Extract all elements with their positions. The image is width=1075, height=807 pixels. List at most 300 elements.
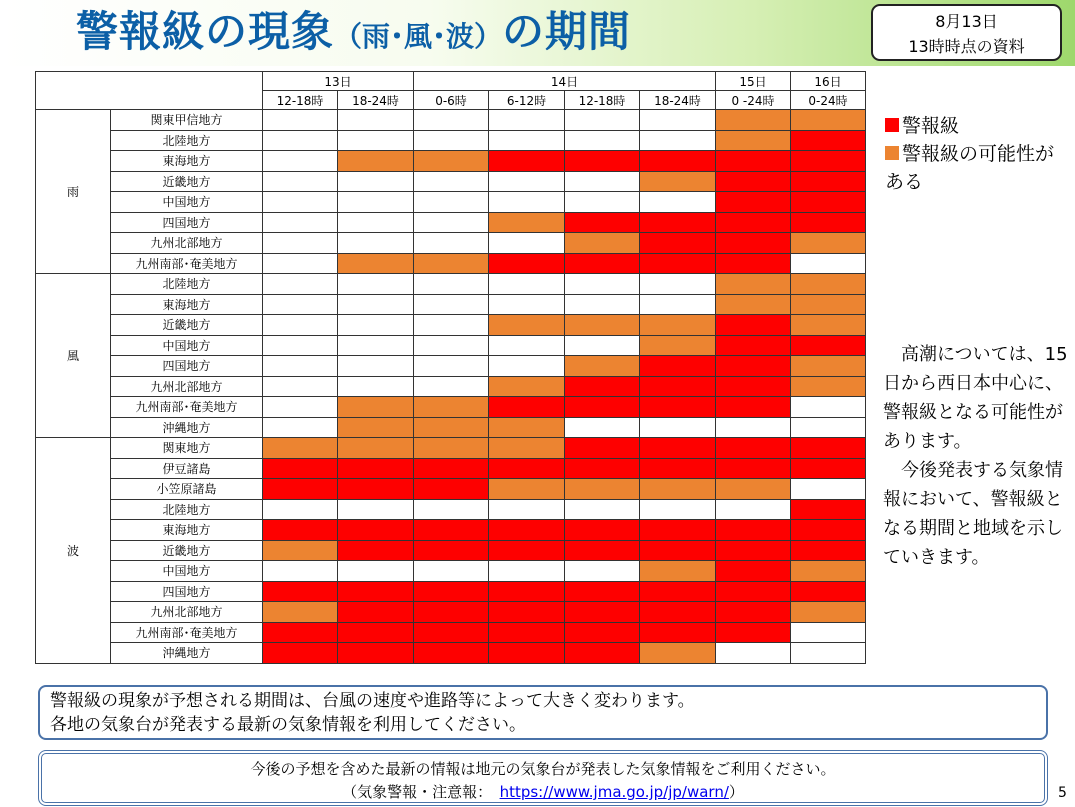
area-label: 九州南部･奄美地方 xyxy=(111,253,263,274)
warning-cell xyxy=(414,581,489,602)
table-row xyxy=(36,602,866,623)
warning-cell xyxy=(791,438,866,459)
table-row xyxy=(36,458,866,479)
day-header: 15日 xyxy=(716,72,791,91)
no-warning-cell xyxy=(414,233,489,254)
no-warning-cell xyxy=(414,499,489,520)
no-warning-cell xyxy=(263,253,338,274)
area-label: 近畿地方 xyxy=(111,171,263,192)
warning-cell xyxy=(716,315,791,336)
possible-warning-cell xyxy=(414,253,489,274)
warning-cell xyxy=(716,376,791,397)
warning-cell xyxy=(489,151,565,172)
day-header: 14日 xyxy=(414,72,716,91)
no-warning-cell xyxy=(489,499,565,520)
table-row xyxy=(36,130,866,151)
possible-warning-cell xyxy=(640,315,716,336)
warning-cell xyxy=(640,376,716,397)
warning-cell xyxy=(263,622,338,643)
storm-surge-note: 高潮については、15日から西日本中心に、警報級となる可能性があります。 今後発表する気象情報において、警報級となる期間と地域を示していきます。 xyxy=(883,344,1068,568)
warning-cell xyxy=(338,540,414,561)
warning-cell xyxy=(640,602,716,623)
possible-warning-cell xyxy=(263,540,338,561)
no-warning-cell xyxy=(791,397,866,418)
warning-cell xyxy=(640,540,716,561)
possible-warning-cell xyxy=(338,253,414,274)
warning-cell xyxy=(716,520,791,541)
warning-cell xyxy=(791,151,866,172)
warning-cell xyxy=(716,602,791,623)
no-warning-cell xyxy=(791,253,866,274)
no-warning-cell xyxy=(414,274,489,295)
no-warning-cell xyxy=(414,294,489,315)
warning-cell xyxy=(640,581,716,602)
page-number: 5 xyxy=(1058,785,1067,801)
no-warning-cell xyxy=(414,110,489,131)
no-warning-cell xyxy=(640,499,716,520)
warning-cell xyxy=(716,192,791,213)
no-warning-cell xyxy=(565,110,640,131)
no-warning-cell xyxy=(263,151,338,172)
no-warning-cell xyxy=(263,397,338,418)
possible-warning-cell xyxy=(338,151,414,172)
no-warning-cell xyxy=(640,417,716,438)
warning-cell xyxy=(338,581,414,602)
warning-cell xyxy=(565,458,640,479)
table-row xyxy=(36,479,866,500)
possible-warning-cell xyxy=(791,110,866,131)
area-label: 中国地方 xyxy=(111,192,263,213)
title-end: の期間 xyxy=(502,7,632,56)
period-header: 0 -24時 xyxy=(716,91,791,110)
table-row xyxy=(36,417,866,438)
no-warning-cell xyxy=(489,130,565,151)
no-warning-cell xyxy=(640,294,716,315)
possible-warning-cell xyxy=(414,397,489,418)
no-warning-cell xyxy=(489,233,565,254)
no-warning-cell xyxy=(565,192,640,213)
period-header: 12-18時 xyxy=(263,91,338,110)
period-header: 18-24時 xyxy=(338,91,414,110)
warning-cell xyxy=(489,622,565,643)
possible-warning-cell xyxy=(565,479,640,500)
no-warning-cell xyxy=(489,110,565,131)
possible-warning-cell xyxy=(338,397,414,418)
table-row xyxy=(36,253,866,274)
warning-cell xyxy=(791,520,866,541)
no-warning-cell xyxy=(489,274,565,295)
warning-cell xyxy=(414,458,489,479)
no-warning-cell xyxy=(338,192,414,213)
day-header-row xyxy=(36,72,866,91)
table-row xyxy=(36,356,866,377)
warning-cell xyxy=(640,253,716,274)
period-header: 0-24時 xyxy=(791,91,866,110)
table-row xyxy=(36,438,866,459)
warning-cell xyxy=(565,253,640,274)
no-warning-cell xyxy=(263,561,338,582)
table-row xyxy=(36,643,866,664)
possible-warning-cell xyxy=(263,438,338,459)
no-warning-cell xyxy=(414,561,489,582)
no-warning-cell xyxy=(263,274,338,295)
no-warning-cell xyxy=(489,335,565,356)
no-warning-cell xyxy=(791,479,866,500)
warning-cell xyxy=(716,540,791,561)
no-warning-cell xyxy=(716,499,791,520)
possible-warning-cell xyxy=(791,602,866,623)
no-warning-cell xyxy=(489,192,565,213)
possible-warning-cell xyxy=(489,376,565,397)
footer-suffix: ） xyxy=(728,783,744,801)
no-warning-cell xyxy=(263,233,338,254)
page-title xyxy=(76,2,631,62)
warning-cell xyxy=(716,335,791,356)
possible-warning-cell xyxy=(716,274,791,295)
area-label: 九州南部･奄美地方 xyxy=(111,622,263,643)
table-row xyxy=(36,274,866,295)
warning-cell xyxy=(263,520,338,541)
no-warning-cell xyxy=(716,417,791,438)
table-row xyxy=(36,192,866,213)
warning-cell xyxy=(791,212,866,233)
table-row xyxy=(36,622,866,643)
no-warning-cell xyxy=(640,192,716,213)
warning-cell xyxy=(565,151,640,172)
warning-cell xyxy=(640,397,716,418)
table-row xyxy=(36,581,866,602)
no-warning-cell xyxy=(338,335,414,356)
warning-cell xyxy=(640,151,716,172)
warning-cell xyxy=(716,397,791,418)
day-header: 13日 xyxy=(263,72,414,91)
warning-cell xyxy=(565,520,640,541)
no-warning-cell xyxy=(338,130,414,151)
warning-cell xyxy=(716,212,791,233)
warning-cell xyxy=(414,602,489,623)
warning-cell xyxy=(791,335,866,356)
warning-cell xyxy=(716,581,791,602)
warning-cell xyxy=(489,520,565,541)
warning-cell xyxy=(640,212,716,233)
no-warning-cell xyxy=(263,335,338,356)
possible-warning-cell xyxy=(640,561,716,582)
warning-cell xyxy=(489,458,565,479)
possible-warning-cell xyxy=(414,151,489,172)
possible-warning-cell xyxy=(338,417,414,438)
warning-cell xyxy=(716,622,791,643)
no-warning-cell xyxy=(489,561,565,582)
period-header: 12-18時 xyxy=(565,91,640,110)
warning-cell xyxy=(716,438,791,459)
warning-cell xyxy=(716,561,791,582)
period-header: 18-24時 xyxy=(640,91,716,110)
possible-warning-cell xyxy=(489,417,565,438)
no-warning-cell xyxy=(263,171,338,192)
warning-cell xyxy=(640,622,716,643)
possible-warning-cell xyxy=(716,110,791,131)
warning-cell xyxy=(640,458,716,479)
area-label: 沖縄地方 xyxy=(111,643,263,664)
table-row xyxy=(36,335,866,356)
table-row xyxy=(36,499,866,520)
possible-warning-cell xyxy=(791,274,866,295)
possible-warning-cell xyxy=(489,479,565,500)
table-row xyxy=(36,540,866,561)
possible-warning-cell xyxy=(565,315,640,336)
warning-cell xyxy=(338,602,414,623)
no-warning-cell xyxy=(263,315,338,336)
no-warning-cell xyxy=(263,294,338,315)
warning-cell xyxy=(565,622,640,643)
warning-cell xyxy=(338,643,414,664)
no-warning-cell xyxy=(489,171,565,192)
no-warning-cell xyxy=(338,274,414,295)
warning-cell xyxy=(565,376,640,397)
warning-cell xyxy=(791,192,866,213)
warning-cell xyxy=(489,397,565,418)
area-label: 北陸地方 xyxy=(111,499,263,520)
date-line-2: 13時時点の資料 xyxy=(908,37,1025,56)
warning-cell xyxy=(565,540,640,561)
no-warning-cell xyxy=(263,376,338,397)
no-warning-cell xyxy=(640,274,716,295)
warning-cell xyxy=(791,458,866,479)
possible-warning-cell xyxy=(338,438,414,459)
possible-warning-cell xyxy=(489,315,565,336)
area-label: 沖縄地方 xyxy=(111,417,263,438)
possible-warning-cell xyxy=(414,438,489,459)
area-label: 四国地方 xyxy=(111,581,263,602)
legend-item-warning xyxy=(885,112,1055,140)
warning-cell xyxy=(716,171,791,192)
possible-warning-cell xyxy=(640,643,716,664)
area-label: 九州北部地方 xyxy=(111,376,263,397)
warning-cell xyxy=(640,356,716,377)
area-label: 関東地方 xyxy=(111,438,263,459)
area-label: 九州南部･奄美地方 xyxy=(111,397,263,418)
warning-cell xyxy=(716,151,791,172)
jma-warn-link[interactable]: https://www.jma.go.jp/jp/warn/ xyxy=(499,783,729,801)
header-banner xyxy=(0,0,1075,66)
red-swatch xyxy=(885,118,899,132)
table-row xyxy=(36,520,866,541)
no-warning-cell xyxy=(263,212,338,233)
table-row xyxy=(36,376,866,397)
no-warning-cell xyxy=(565,130,640,151)
no-warning-cell xyxy=(565,274,640,295)
footer-line-2 xyxy=(42,781,1044,804)
no-warning-cell xyxy=(640,130,716,151)
area-label: 九州北部地方 xyxy=(111,233,263,254)
no-warning-cell xyxy=(489,294,565,315)
no-warning-cell xyxy=(338,212,414,233)
possible-warning-cell xyxy=(716,479,791,500)
warning-cell xyxy=(716,253,791,274)
no-warning-cell xyxy=(565,294,640,315)
possible-warning-cell xyxy=(640,171,716,192)
area-label: 四国地方 xyxy=(111,356,263,377)
table-row xyxy=(36,561,866,582)
possible-warning-cell xyxy=(565,356,640,377)
area-label: 中国地方 xyxy=(111,335,263,356)
legend-item-possible xyxy=(885,140,1055,196)
area-label: 東海地方 xyxy=(111,294,263,315)
no-warning-cell xyxy=(414,192,489,213)
possible-warning-cell xyxy=(414,417,489,438)
no-warning-cell xyxy=(263,130,338,151)
no-warning-cell xyxy=(791,643,866,664)
warning-cell xyxy=(338,520,414,541)
no-warning-cell xyxy=(338,315,414,336)
warning-cell xyxy=(263,643,338,664)
table-row xyxy=(36,171,866,192)
possible-warning-cell xyxy=(489,212,565,233)
possible-warning-cell xyxy=(791,376,866,397)
area-label: 中国地方 xyxy=(111,561,263,582)
no-warning-cell xyxy=(791,417,866,438)
no-warning-cell xyxy=(791,622,866,643)
warning-cell xyxy=(414,540,489,561)
table-row xyxy=(36,151,866,172)
legend xyxy=(885,112,1055,196)
no-warning-cell xyxy=(338,376,414,397)
warning-cell xyxy=(640,233,716,254)
no-warning-cell xyxy=(414,171,489,192)
warning-cell xyxy=(338,458,414,479)
no-warning-cell xyxy=(640,110,716,131)
notice-line-2: 各地の気象台が発表する最新の気象情報を利用してください。 xyxy=(50,715,526,735)
possible-warning-cell xyxy=(791,561,866,582)
day-header: 16日 xyxy=(791,72,866,91)
table-row xyxy=(36,110,866,131)
table-row xyxy=(36,294,866,315)
no-warning-cell xyxy=(263,110,338,131)
possible-warning-cell xyxy=(791,233,866,254)
warning-cell xyxy=(791,171,866,192)
warning-cell xyxy=(489,581,565,602)
area-label: 伊豆諸島 xyxy=(111,458,263,479)
area-label: 九州北部地方 xyxy=(111,602,263,623)
date-box xyxy=(871,4,1062,61)
table-corner xyxy=(36,72,263,110)
warning-cell xyxy=(565,438,640,459)
area-label: 四国地方 xyxy=(111,212,263,233)
warning-cell xyxy=(414,520,489,541)
warning-cell xyxy=(489,540,565,561)
no-warning-cell xyxy=(414,376,489,397)
no-warning-cell xyxy=(414,315,489,336)
warning-cell xyxy=(263,581,338,602)
warning-cell xyxy=(640,438,716,459)
area-label: 関東甲信地方 xyxy=(111,110,263,131)
warning-cell xyxy=(565,581,640,602)
warning-cell xyxy=(489,602,565,623)
warning-cell xyxy=(791,499,866,520)
category-cell: 雨 xyxy=(36,110,111,274)
warning-cell xyxy=(414,622,489,643)
possible-warning-cell xyxy=(565,233,640,254)
no-warning-cell xyxy=(263,192,338,213)
no-warning-cell xyxy=(716,643,791,664)
warning-cell xyxy=(565,397,640,418)
warning-cell xyxy=(263,458,338,479)
area-label: 近畿地方 xyxy=(111,540,263,561)
no-warning-cell xyxy=(414,356,489,377)
no-warning-cell xyxy=(338,499,414,520)
period-header: 6-12時 xyxy=(489,91,565,110)
no-warning-cell xyxy=(565,335,640,356)
no-warning-cell xyxy=(263,499,338,520)
no-warning-cell xyxy=(565,561,640,582)
warning-cell xyxy=(489,643,565,664)
title-main: 警報級の現象 xyxy=(76,7,335,56)
warning-cell xyxy=(565,643,640,664)
possible-warning-cell xyxy=(489,438,565,459)
possible-warning-cell xyxy=(716,294,791,315)
area-label: 近畿地方 xyxy=(111,315,263,336)
footer-line-1: 今後の予想を含めた最新の情報は地元の気象台が発表した気象情報をご利用ください。 xyxy=(250,760,836,778)
warning-cell xyxy=(791,540,866,561)
warning-cell xyxy=(791,130,866,151)
footer-prefix: （気象警報・注意報： xyxy=(342,783,500,801)
warning-cell xyxy=(414,643,489,664)
no-warning-cell xyxy=(565,171,640,192)
category-cell: 波 xyxy=(36,438,111,664)
no-warning-cell xyxy=(489,356,565,377)
area-label: 小笠原諸島 xyxy=(111,479,263,500)
warning-cell xyxy=(716,233,791,254)
table-row xyxy=(36,212,866,233)
no-warning-cell xyxy=(565,499,640,520)
no-warning-cell xyxy=(338,233,414,254)
no-warning-cell xyxy=(565,417,640,438)
warning-cell xyxy=(565,212,640,233)
warning-cell xyxy=(716,458,791,479)
possible-warning-cell xyxy=(640,479,716,500)
possible-warning-cell xyxy=(791,356,866,377)
orange-swatch xyxy=(885,146,899,160)
warning-cell xyxy=(716,356,791,377)
warning-cell xyxy=(338,479,414,500)
table-row xyxy=(36,233,866,254)
area-label: 北陸地方 xyxy=(111,274,263,295)
notice-box xyxy=(38,685,1048,740)
legend-warning-label: 警報級 xyxy=(902,115,960,137)
warning-cell xyxy=(791,581,866,602)
no-warning-cell xyxy=(338,294,414,315)
warning-period-table xyxy=(35,71,866,664)
possible-warning-cell xyxy=(640,335,716,356)
warning-cell xyxy=(414,479,489,500)
no-warning-cell xyxy=(263,356,338,377)
no-warning-cell xyxy=(338,561,414,582)
no-warning-cell xyxy=(414,212,489,233)
possible-warning-cell xyxy=(716,130,791,151)
warning-cell xyxy=(640,520,716,541)
category-cell: 風 xyxy=(36,274,111,438)
area-label: 東海地方 xyxy=(111,151,263,172)
no-warning-cell xyxy=(414,130,489,151)
period-header: 0-6時 xyxy=(414,91,489,110)
warning-cell xyxy=(263,479,338,500)
no-warning-cell xyxy=(338,356,414,377)
title-paren: （雨･風･波） xyxy=(334,20,503,53)
no-warning-cell xyxy=(338,110,414,131)
warning-cell xyxy=(565,602,640,623)
table-row xyxy=(36,397,866,418)
notice-line-1: 警報級の現象が予想される期間は、台風の速度や進路等によって大きく変わります。 xyxy=(50,691,695,711)
